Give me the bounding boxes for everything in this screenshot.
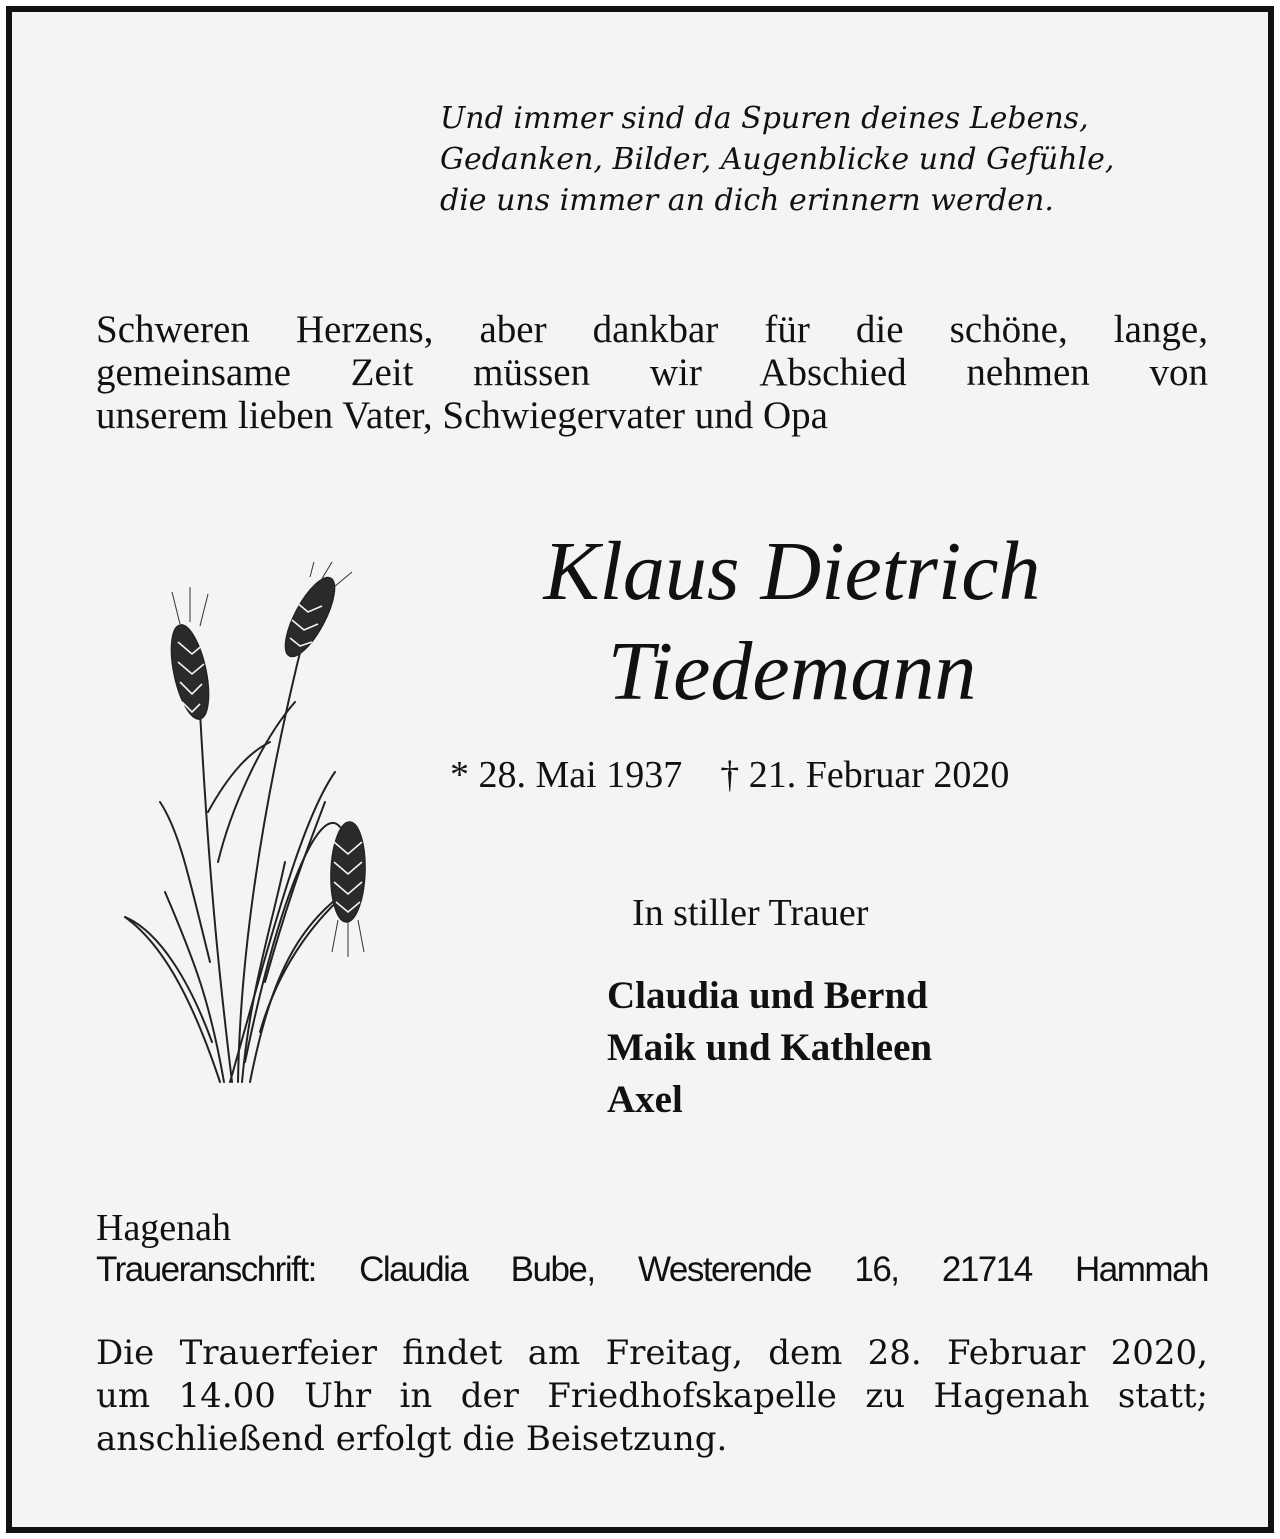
place-name: Hagenah <box>96 1207 232 1249</box>
mourner: Claudia und Bernd <box>607 974 928 1017</box>
mourner: Axel <box>607 1078 683 1121</box>
birth-date: * 28. Mai 1937 <box>450 754 683 796</box>
mourning-phrase: In stiller Trauer <box>632 892 869 934</box>
intro-line: unserem lieben Vater, Schwiegervater und Opa <box>96 394 828 437</box>
service-line: anschließend erfolgt die Beisetzung. <box>96 1419 728 1459</box>
mourner: Maik und Kathleen <box>607 1026 933 1069</box>
name-line: Tiedemann <box>607 625 977 718</box>
verse-line: Gedanken, Bilder, Augenblicke und Gefühle, <box>440 142 1115 177</box>
verse-line: Und immer sind da Spuren deines Lebens, <box>440 101 1089 136</box>
funeral-service-info <box>96 1332 1208 1461</box>
intro-line: Schweren Herzens, aber dankbar für die schöne, lange, <box>96 308 1208 351</box>
obituary-notice <box>6 6 1274 1533</box>
mourners-list <box>607 970 1107 1126</box>
intro-text <box>96 308 1208 437</box>
verse-line: die uns immer an dich erinnern werden. <box>440 183 1054 218</box>
service-line: um 14.00 Uhr in der Friedhofskapelle zu Hagenah statt; <box>96 1376 1208 1416</box>
intro-line: gemeinsame Zeit müssen wir Abschied nehmen von <box>96 351 1208 394</box>
life-dates <box>450 752 1150 798</box>
name-line: Klaus Dietrich <box>543 525 1041 618</box>
memorial-verse <box>440 98 1240 221</box>
death-date: † 21. Februar 2020 <box>720 754 1010 796</box>
service-line: Die Trauerfeier findet am Freitag, dem 28. Februar 2020, <box>96 1333 1208 1373</box>
mourning-address: Traueranschrift: Claudia Bube, Westerende 16, 21714 Hammah <box>96 1250 1208 1289</box>
deceased-name <box>412 522 1172 722</box>
wheat-ears-icon <box>120 562 370 1112</box>
